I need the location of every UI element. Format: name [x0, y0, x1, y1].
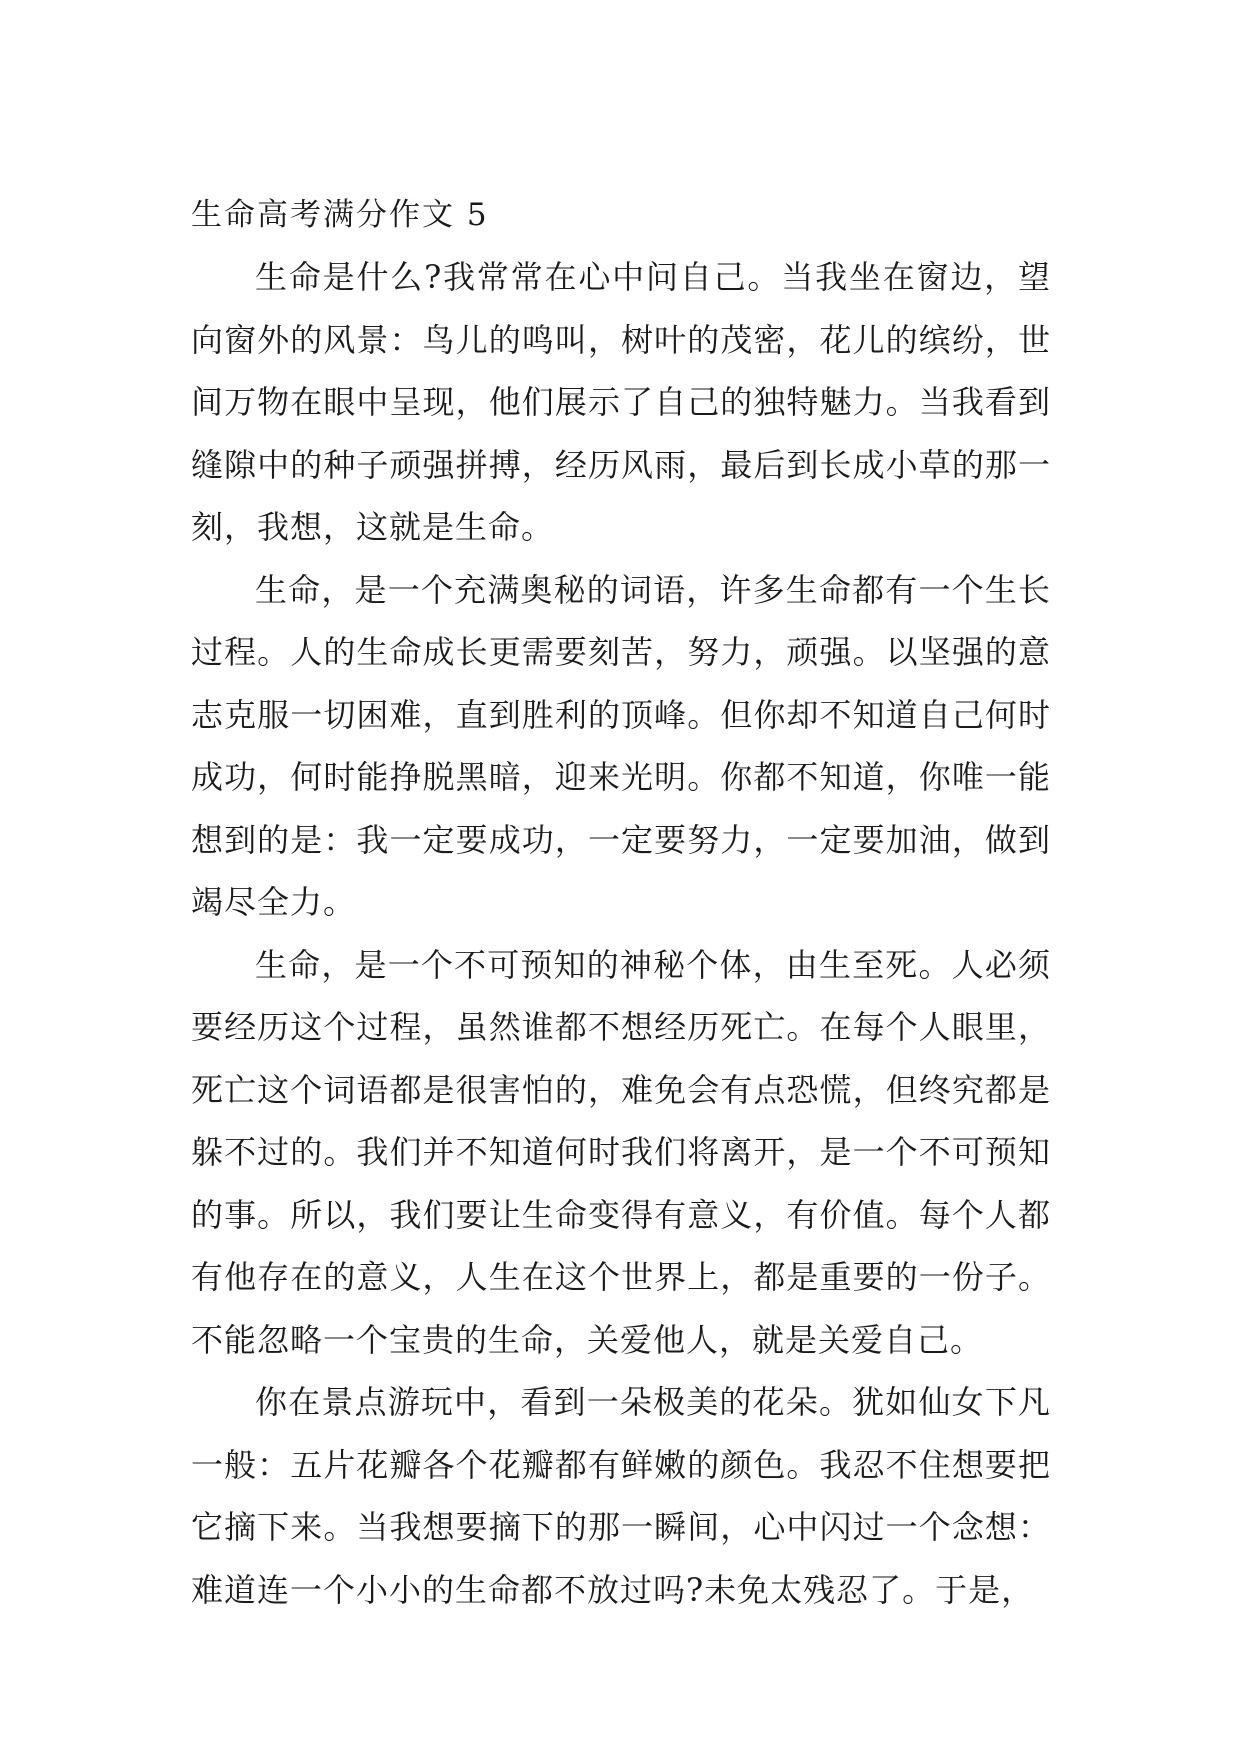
- document-title: 生命高考满分作文 5: [191, 197, 489, 233]
- paragraph-4: 你在景点游玩中，看到一朵极美的花朵。犹如仙女下凡一般：五片花瓣各个花瓣都有鲜嫩的颜色。我忍不住想要把它摘下来。当我想要摘下的那一瞬间，心中闪过一个念想：难道连一个小小的生命都不放过吗?未免太残忍了。于是，: [191, 1383, 1051, 1609]
- paragraph-3: 生命，是一个不可预知的神秘个体，由生至死。人必须要经历这个过程，虽然谁都不想经历死亡。在每个人眼里，死亡这个词语都是很害怕的，难免会有点恐慌，但终究都是躲不过的。我们并不知道何时我们将离开，是一个不可预知的事。所以，我们要让生命变得有意义，有价值。每个人都有他存在的意义，人生在这个世界上，都是重要的一份子。不能忽略一个宝贵的生命，关爱他人，就是关爱自己。: [191, 945, 1051, 1359]
- paragraph-1: 生命是什么?我常常在心中问自己。当我坐在窗边，望向窗外的风景：鸟儿的鸣叫，树叶的茂密，花儿的缤纷，世间万物在眼中呈现，他们展示了自己的独特魅力。当我看到缝隙中的种子顽强拼搏，经历风雨，最后到长成小草的那一刻，我想，这就是生命。: [191, 258, 1051, 546]
- paragraph-2: 生命，是一个充满奥秘的词语，许多生命都有一个生长过程。人的生命成长更需要刻苦，努力，顽强。以坚强的意志克服一切困难，直到胜利的顶峰。但你却不知道自己何时成功，何时能挣脱黑暗，迎来光明。你都不知道，你唯一能想到的是：我一定要成功，一定要努力，一定要加油，做到竭尽全力。: [191, 570, 1051, 921]
- document-body: [191, 184, 1051, 1621]
